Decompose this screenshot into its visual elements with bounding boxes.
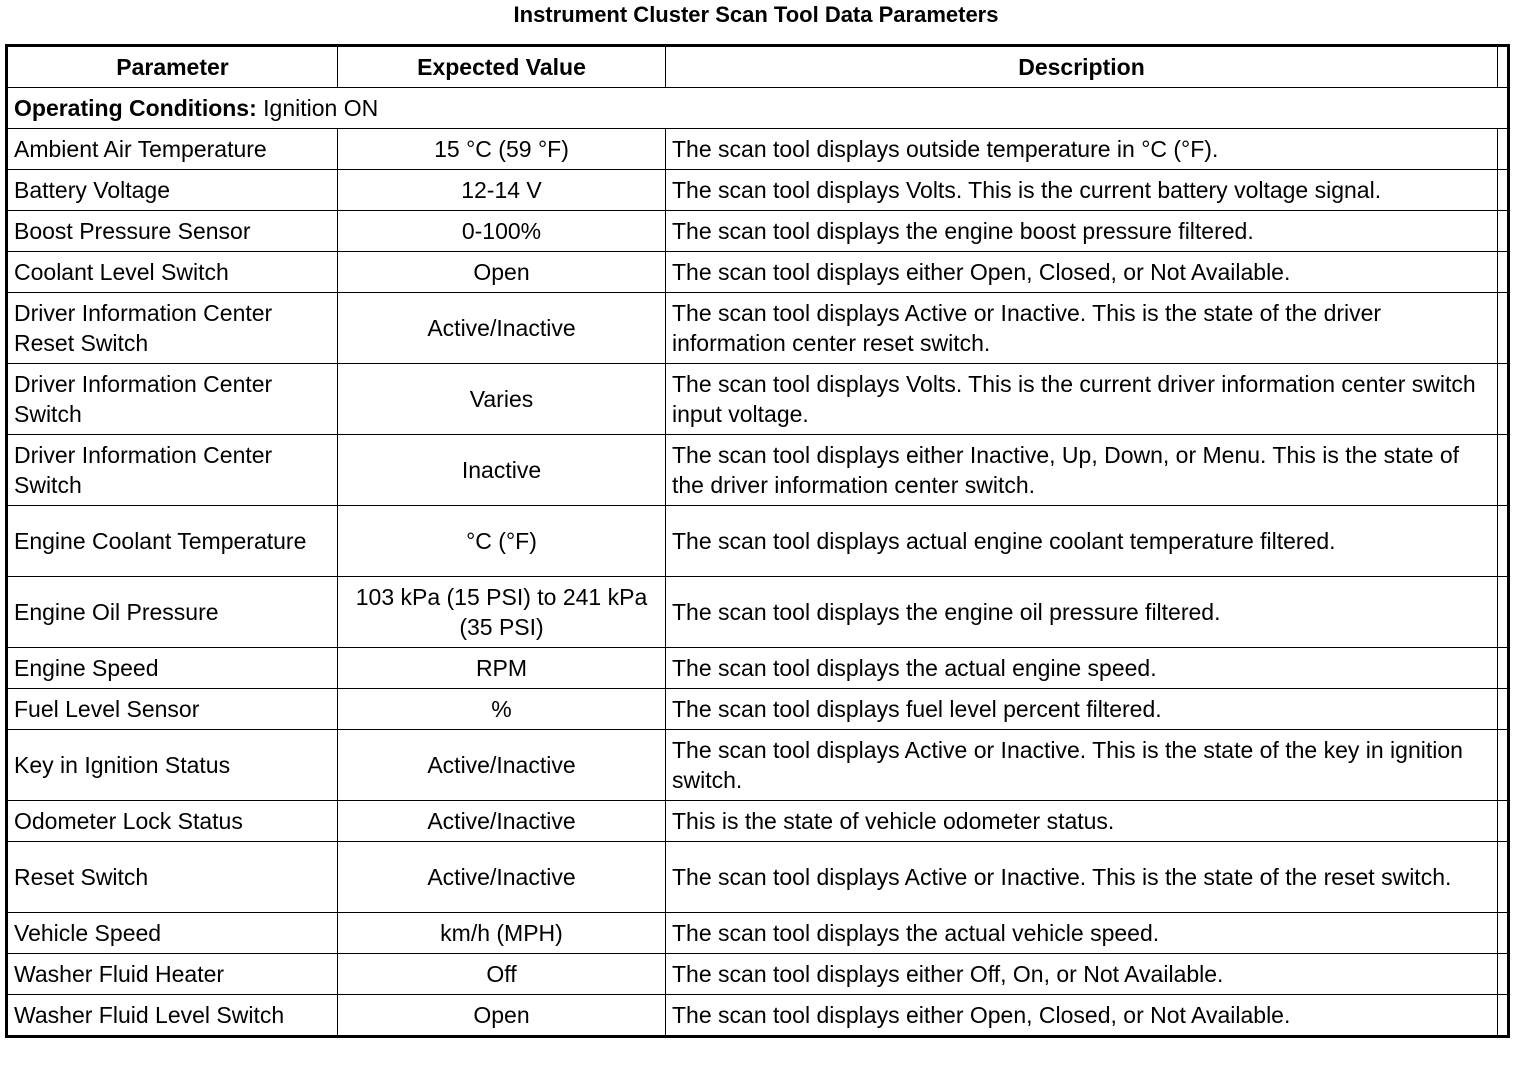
spacer-cell xyxy=(1498,913,1509,954)
expected-value-cell: % xyxy=(338,689,666,730)
description-cell: The scan tool displays fuel level percent filtered. xyxy=(666,689,1498,730)
parameter-cell: Driver Information Center Switch xyxy=(7,435,338,506)
expected-value-cell: Active/Inactive xyxy=(338,801,666,842)
expected-value-cell: RPM xyxy=(338,648,666,689)
table-row xyxy=(7,801,1509,842)
table-row xyxy=(7,435,1509,506)
description-cell: The scan tool displays either Inactive, Up, Down, or Menu. This is the state of the driver information center switch. xyxy=(666,435,1498,506)
table-row xyxy=(7,913,1509,954)
spacer-cell xyxy=(1498,954,1509,995)
description-cell: The scan tool displays outside temperature in °C (°F). xyxy=(666,129,1498,170)
description-cell: The scan tool displays the actual vehicle speed. xyxy=(666,913,1498,954)
operating-conditions-cell xyxy=(7,88,1509,129)
description-cell: The scan tool displays actual engine coolant temperature filtered. xyxy=(666,506,1498,577)
table-row xyxy=(7,648,1509,689)
table-row xyxy=(7,211,1509,252)
table-row xyxy=(7,170,1509,211)
expected-value-cell: km/h (MPH) xyxy=(338,913,666,954)
column-header-spacer xyxy=(1498,46,1509,88)
spacer-cell xyxy=(1498,364,1509,435)
spacer-cell xyxy=(1498,211,1509,252)
column-header-parameter: Parameter xyxy=(7,46,338,88)
parameter-cell: Engine Coolant Temperature xyxy=(7,506,338,577)
description-cell: The scan tool displays the engine oil pressure filtered. xyxy=(666,577,1498,648)
spacer-cell xyxy=(1498,648,1509,689)
expected-value-cell: Varies xyxy=(338,364,666,435)
table-row xyxy=(7,954,1509,995)
table-row xyxy=(7,995,1509,1037)
operating-conditions-label: Operating Conditions: xyxy=(14,95,257,121)
operating-conditions-value: Ignition ON xyxy=(263,95,379,121)
parameter-cell: Vehicle Speed xyxy=(7,913,338,954)
table-row xyxy=(7,842,1509,913)
description-cell: The scan tool displays Active or Inactive. This is the state of the driver information center reset switch. xyxy=(666,293,1498,364)
spacer-cell xyxy=(1498,170,1509,211)
spacer-cell xyxy=(1498,995,1509,1037)
expected-value-cell: Active/Inactive xyxy=(338,842,666,913)
table-row xyxy=(7,364,1509,435)
parameter-cell: Odometer Lock Status xyxy=(7,801,338,842)
table-row xyxy=(7,293,1509,364)
expected-value-cell: Active/Inactive xyxy=(338,730,666,801)
parameter-cell: Driver Information Center Switch xyxy=(7,364,338,435)
spacer-cell xyxy=(1498,577,1509,648)
expected-value-cell: Open xyxy=(338,252,666,293)
parameter-cell: Key in Ignition Status xyxy=(7,730,338,801)
expected-value-cell: Open xyxy=(338,995,666,1037)
parameter-cell: Driver Information Center Reset Switch xyxy=(7,293,338,364)
spacer-cell xyxy=(1498,129,1509,170)
expected-value-cell: 103 kPa (15 PSI) to 241 kPa (35 PSI) xyxy=(338,577,666,648)
parameter-cell: Washer Fluid Level Switch xyxy=(7,995,338,1037)
table-row xyxy=(7,129,1509,170)
table-row xyxy=(7,730,1509,801)
description-cell: The scan tool displays either Open, Closed, or Not Available. xyxy=(666,995,1498,1037)
table-row xyxy=(7,506,1509,577)
parameter-cell: Reset Switch xyxy=(7,842,338,913)
parameter-cell: Washer Fluid Heater xyxy=(7,954,338,995)
spacer-cell xyxy=(1498,730,1509,801)
parameter-cell: Battery Voltage xyxy=(7,170,338,211)
expected-value-cell: 0-100% xyxy=(338,211,666,252)
table-row xyxy=(7,577,1509,648)
description-cell: This is the state of vehicle odometer status. xyxy=(666,801,1498,842)
column-header-expected-value: Expected Value xyxy=(338,46,666,88)
description-cell: The scan tool displays Volts. This is the current driver information center switch input voltage. xyxy=(666,364,1498,435)
parameter-cell: Ambient Air Temperature xyxy=(7,129,338,170)
description-cell: The scan tool displays the engine boost pressure filtered. xyxy=(666,211,1498,252)
parameter-cell: Coolant Level Switch xyxy=(7,252,338,293)
spacer-cell xyxy=(1498,689,1509,730)
page-title: Instrument Cluster Scan Tool Data Parameters xyxy=(513,2,999,27)
parameter-cell: Boost Pressure Sensor xyxy=(7,211,338,252)
parameter-cell: Engine Speed xyxy=(7,648,338,689)
table-row xyxy=(7,689,1509,730)
spacer-cell xyxy=(1498,801,1509,842)
expected-value-cell: Inactive xyxy=(338,435,666,506)
spacer-cell xyxy=(1498,252,1509,293)
description-cell: The scan tool displays either Off, On, or Not Available. xyxy=(666,954,1498,995)
description-cell: The scan tool displays Volts. This is the current battery voltage signal. xyxy=(666,170,1498,211)
expected-value-cell: 15 °C (59 °F) xyxy=(338,129,666,170)
description-cell: The scan tool displays Active or Inactive. This is the state of the key in ignition switch. xyxy=(666,730,1498,801)
spacer-cell xyxy=(1498,506,1509,577)
expected-value-cell: Active/Inactive xyxy=(338,293,666,364)
parameters-table xyxy=(5,44,1510,1038)
operating-conditions-row xyxy=(7,88,1509,129)
parameter-cell: Engine Oil Pressure xyxy=(7,577,338,648)
spacer-cell xyxy=(1498,435,1509,506)
parameter-cell: Fuel Level Sensor xyxy=(7,689,338,730)
table-row xyxy=(7,252,1509,293)
column-header-description: Description xyxy=(666,46,1498,88)
spacer-cell xyxy=(1498,842,1509,913)
description-cell: The scan tool displays the actual engine speed. xyxy=(666,648,1498,689)
description-cell: The scan tool displays Active or Inactive. This is the state of the reset switch. xyxy=(666,842,1498,913)
spacer-cell xyxy=(1498,293,1509,364)
description-cell: The scan tool displays either Open, Closed, or Not Available. xyxy=(666,252,1498,293)
expected-value-cell: Off xyxy=(338,954,666,995)
expected-value-cell: °C (°F) xyxy=(338,506,666,577)
table-header-row xyxy=(7,46,1509,88)
expected-value-cell: 12-14 V xyxy=(338,170,666,211)
